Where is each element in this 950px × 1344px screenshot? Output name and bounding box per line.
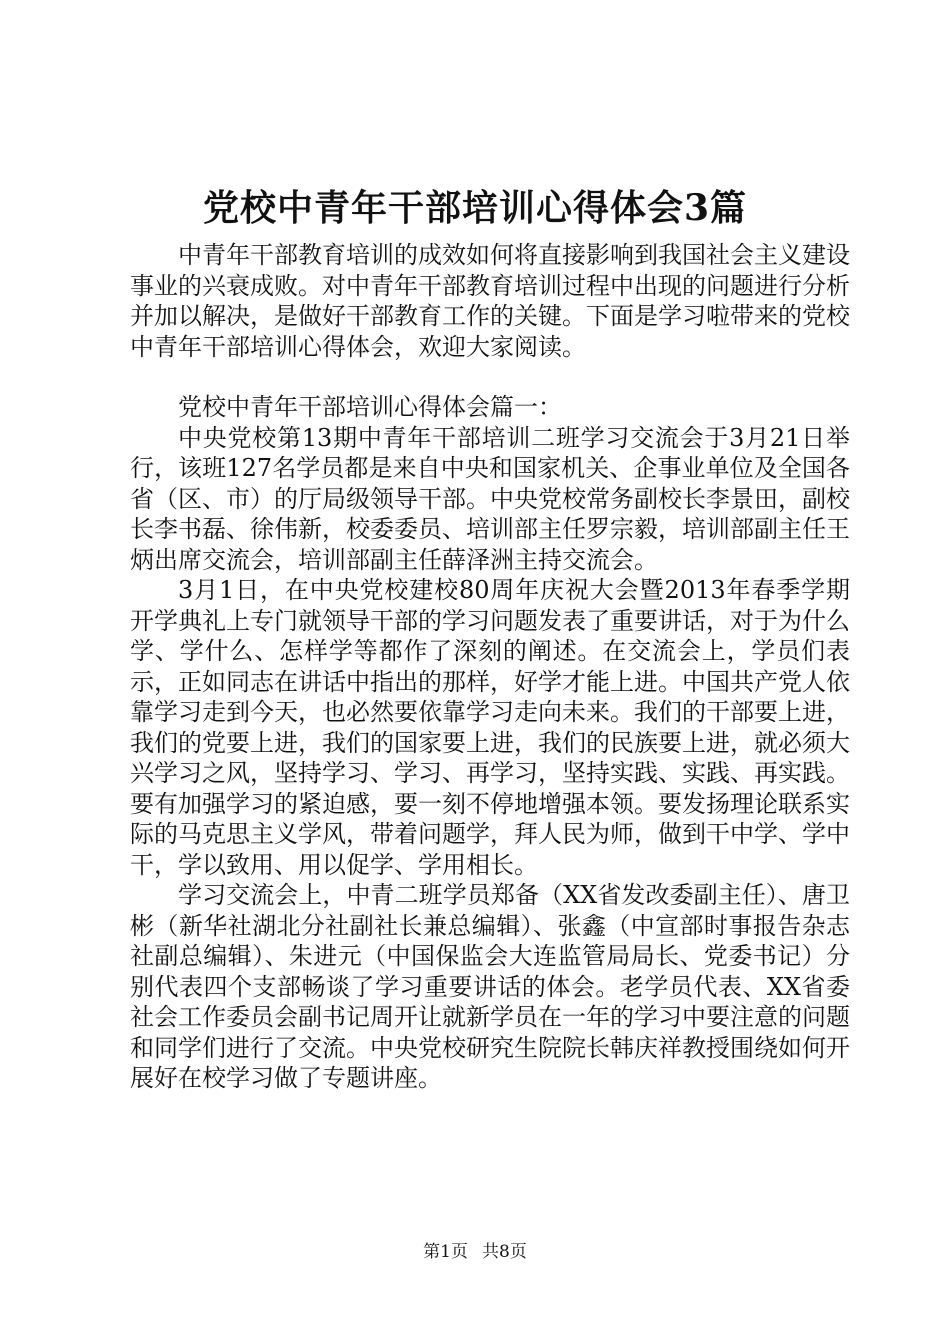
page-total: 共8页 bbox=[482, 1242, 527, 1262]
page-number: 第1页 bbox=[423, 1242, 468, 1262]
body-paragraph: 3月1日，在中央党校建校80周年庆祝大会暨2013年春季学期开学典礼上专门就领导干部的学习问题发表了重要讲话，对于为什么学、学什么、怎样学等都作了深刻的阐述。在交流会上，学员们表示，正如同志在讲话中指出的那样，好学才能上进。中国共产党人依靠学习走到今天，也必然要依靠学习走向未来。我们的干部要上进，我们的党要上进，我们的国家要上进，我们的民族要上进，就必须大兴学习之风，坚持学习、学习、再学习，坚持实践、实践、再实践。要有加强学习的紧迫感，要一刻不停地增强本领。要发扬理论联系实际的马克思主义学风，带着问题学，拜人民为师，做到干中学、学中干，学以致用、用以促学、学用相长。 bbox=[130, 576, 850, 879]
body-paragraph: 中央党校第13期中青年干部培训二班学习交流会于3月21日举行，该班127名学员都是来自中央和国家机关、企事业单位及全国各省（区、市）的厅局级领导干部。中央党校常务副校长李景田，副校长李书磊、徐伟新，校委委员、培训部主任罗宗毅，培训部副主任王炳出席交流会，培训部副主任薛泽洲主持交流会。 bbox=[130, 423, 850, 574]
section-heading: 党校中青年干部培训心得体会篇一： bbox=[178, 393, 562, 421]
page-footer bbox=[0, 1240, 950, 1264]
intro-paragraph: 中青年干部教育培训的成效如何将直接影响到我国社会主义建设事业的兴衰成败。对中青年干部教育培训过程中出现的问题进行分析并加以解决，是做好干部教育工作的关键。下面是学习啦带来的党校中青年干部培训心得体会，欢迎大家阅读。 bbox=[130, 241, 850, 361]
document-body bbox=[130, 240, 850, 1094]
body-paragraph: 学习交流会上，中青二班学员郑备（XX省发改委副主任）、唐卫彬（新华社湖北分社副社长兼总编辑）、张鑫（中宣部时事报告杂志社副总编辑）、朱进元（中国保监会大连监管局局长、党委书记）分别代表四个支部畅谈了学习重要讲话的体会。老学员代表、XX省委社会工作委员会副书记周开让就新学员在一年的学习中要注意的问题和同学们进行了交流。中央党校研究生院院长韩庆祥教授围绕如何开展好在校学习做了专题讲座。 bbox=[130, 881, 850, 1092]
document-title: 党校中青年干部培训心得体会3篇 bbox=[202, 187, 748, 229]
